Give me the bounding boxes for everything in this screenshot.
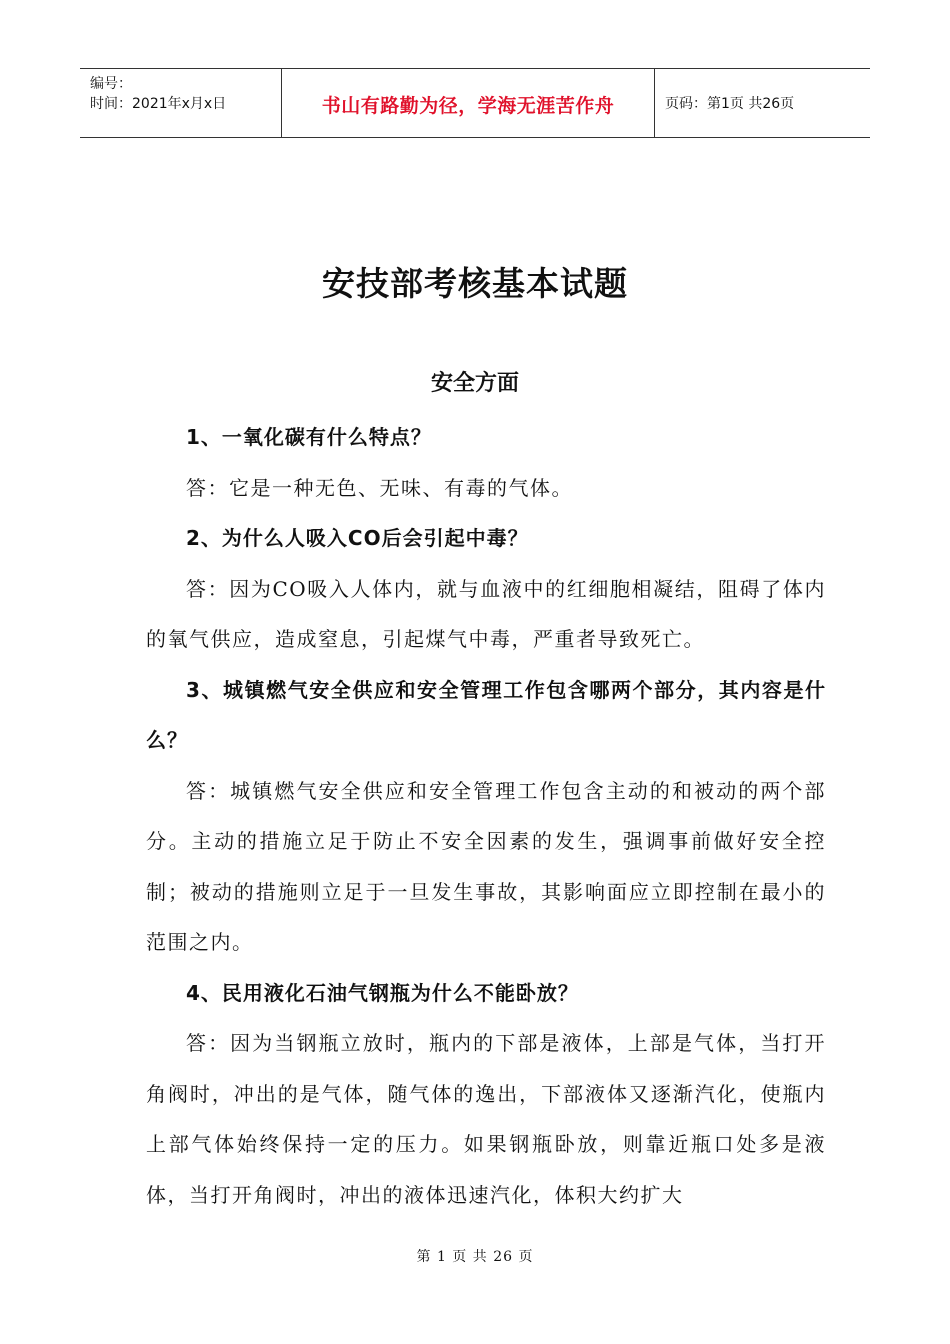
answer-paragraph: 答：因为当钢瓶立放时，瓶内的下部是液体，上部是气体，当打开角阀时，冲出的是气体，随气体的逸出，下部液体又逐渐汽化，使瓶内上部气体始终保持一定的压力。如果钢瓶卧放，则靠近瓶口处多是液体，当打开角阀时，冲出的液体迅速汽化，体积大约扩大 [146, 1031, 826, 1207]
question-paragraph: 3、城镇燃气安全供应和安全管理工作包含哪两个部分，其内容是什么？ [146, 677, 826, 752]
header-motto-cell [282, 69, 655, 137]
header-page-cell [655, 69, 870, 137]
answer-paragraph: 答：它是一种无色、无味、有毒的气体。 [186, 475, 573, 500]
section-heading: 安全方面 [430, 370, 519, 396]
question-paragraph: 4、民用液化石油气钢瓶为什么不能卧放？ [186, 980, 579, 1005]
motto: 书山有路勤为径，学海无涯苦作舟 [321, 95, 615, 117]
question-paragraph: 2、为什么人吸入CO后会引起中毒？ [186, 526, 529, 550]
document-title: 安技部考核基本试题 [322, 264, 628, 303]
page-info: 页码：第1页 共26页 [665, 96, 795, 112]
question-paragraph: 1、一氧化碳有什么特点？ [186, 425, 432, 449]
time-label: 时间：2021年x月x日 [90, 96, 227, 112]
number-label: 编号： [90, 76, 132, 92]
header-table [80, 68, 870, 138]
page-footer: 第 1 页 共 26 页 [416, 1249, 534, 1265]
document-body [146, 412, 826, 1220]
answer-paragraph: 答：因为CO吸入人体内，就与血液中的红细胞相凝结，阻碍了体内的氧气供应，造成窒息，引起煤气中毒，严重者导致死亡。 [146, 576, 826, 651]
header-left-cell [80, 69, 282, 137]
answer-paragraph: 答：城镇燃气安全供应和安全管理工作包含主动的和被动的两个部分。主动的措施立足于防止不安全因素的发生，强调事前做好安全控制；被动的措施则立足于一旦发生事故，其影响面应立即控制在最小的范围之内。 [146, 778, 826, 954]
